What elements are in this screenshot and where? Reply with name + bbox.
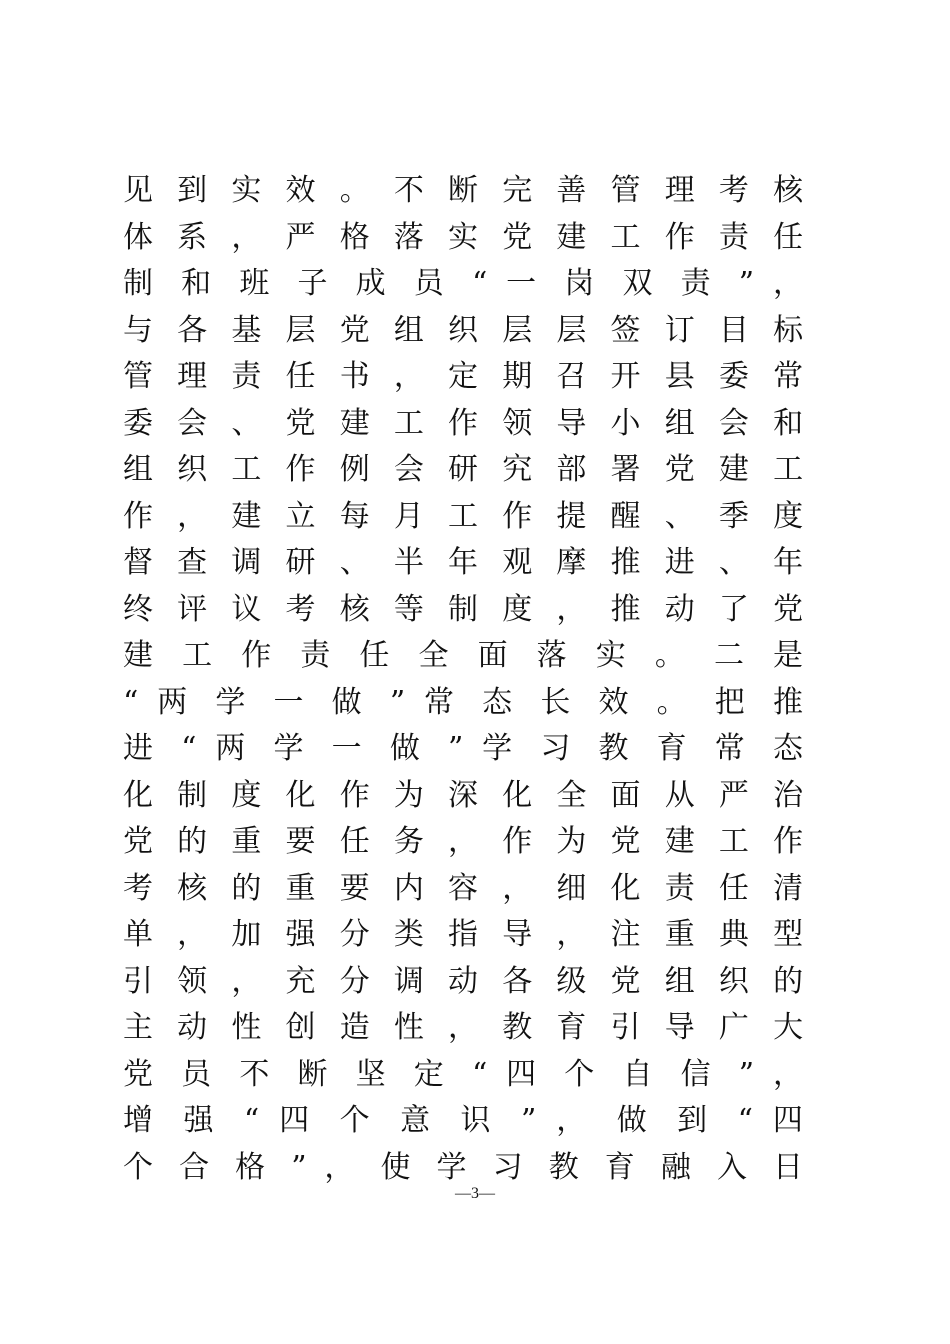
text-line: 党 员 不 断 坚 定 “ 四 个 自 信 ” ， <box>123 1056 803 1092</box>
text-line: 委 会 、 党 建 工 作 领 导 小 组 会 和 <box>123 405 804 441</box>
text-line: 体 系 ， 严 格 落 实 党 建 工 作 责 任 <box>123 219 804 255</box>
text-line: 引 领 ， 充 分 调 动 各 级 党 组 织 的 <box>123 963 804 999</box>
text-line: 个 合 格 ” ， 使 学 习 教 育 融 入 日 <box>123 1149 804 1185</box>
text-line: “ 两 学 一 做 ” 常 态 长 效 。 把 推 <box>123 684 803 720</box>
text-line: 党 的 重 要 任 务 ， 作 为 党 建 工 作 <box>123 824 804 859</box>
text-line: 制 和 班 子 成 员 “ 一 岗 双 责 ” ， <box>123 266 803 301</box>
text-line: 见 到 实 效 。 不 断 完 善 管 理 考 核 <box>123 173 804 208</box>
text-line: 与 各 基 层 党 组 织 层 层 签 订 目 标 <box>123 312 804 348</box>
text-line: 增 强 “ 四 个 意 识 ” ， 做 到 “ 四 <box>123 1103 803 1138</box>
text-line: 作 ， 建 立 每 月 工 作 提 醒 、 季 度 <box>123 498 804 534</box>
text-line: 终 评 议 考 核 等 制 度 ， 推 动 了 党 <box>123 591 804 627</box>
text-line: 进 “ 两 学 一 做 ” 学 习 教 育 常 态 <box>123 731 803 766</box>
text-line: 管 理 责 任 书 ， 定 期 召 开 县 委 常 <box>123 359 804 394</box>
page-number: —3— <box>455 1185 495 1202</box>
text-line: 考 核 的 重 要 内 容 ， 细 化 责 任 清 <box>123 870 804 906</box>
text-line: 督 查 调 研 、 半 年 观 摩 推 进 、 年 <box>123 545 804 580</box>
body-text <box>123 168 803 1191</box>
text-line: 化 制 度 化 作 为 深 化 全 面 从 严 治 <box>123 777 804 813</box>
text-line: 建 工 作 责 任 全 面 落 实 。 二 是 <box>123 638 804 673</box>
text-line: 组 织 工 作 例 会 研 究 部 署 党 建 工 <box>123 452 804 487</box>
text-line: 主 动 性 创 造 性 ， 教 育 引 导 广 大 <box>123 1010 804 1045</box>
text-line: 单 ， 加 强 分 类 指 导 ， 注 重 典 型 <box>123 917 804 952</box>
